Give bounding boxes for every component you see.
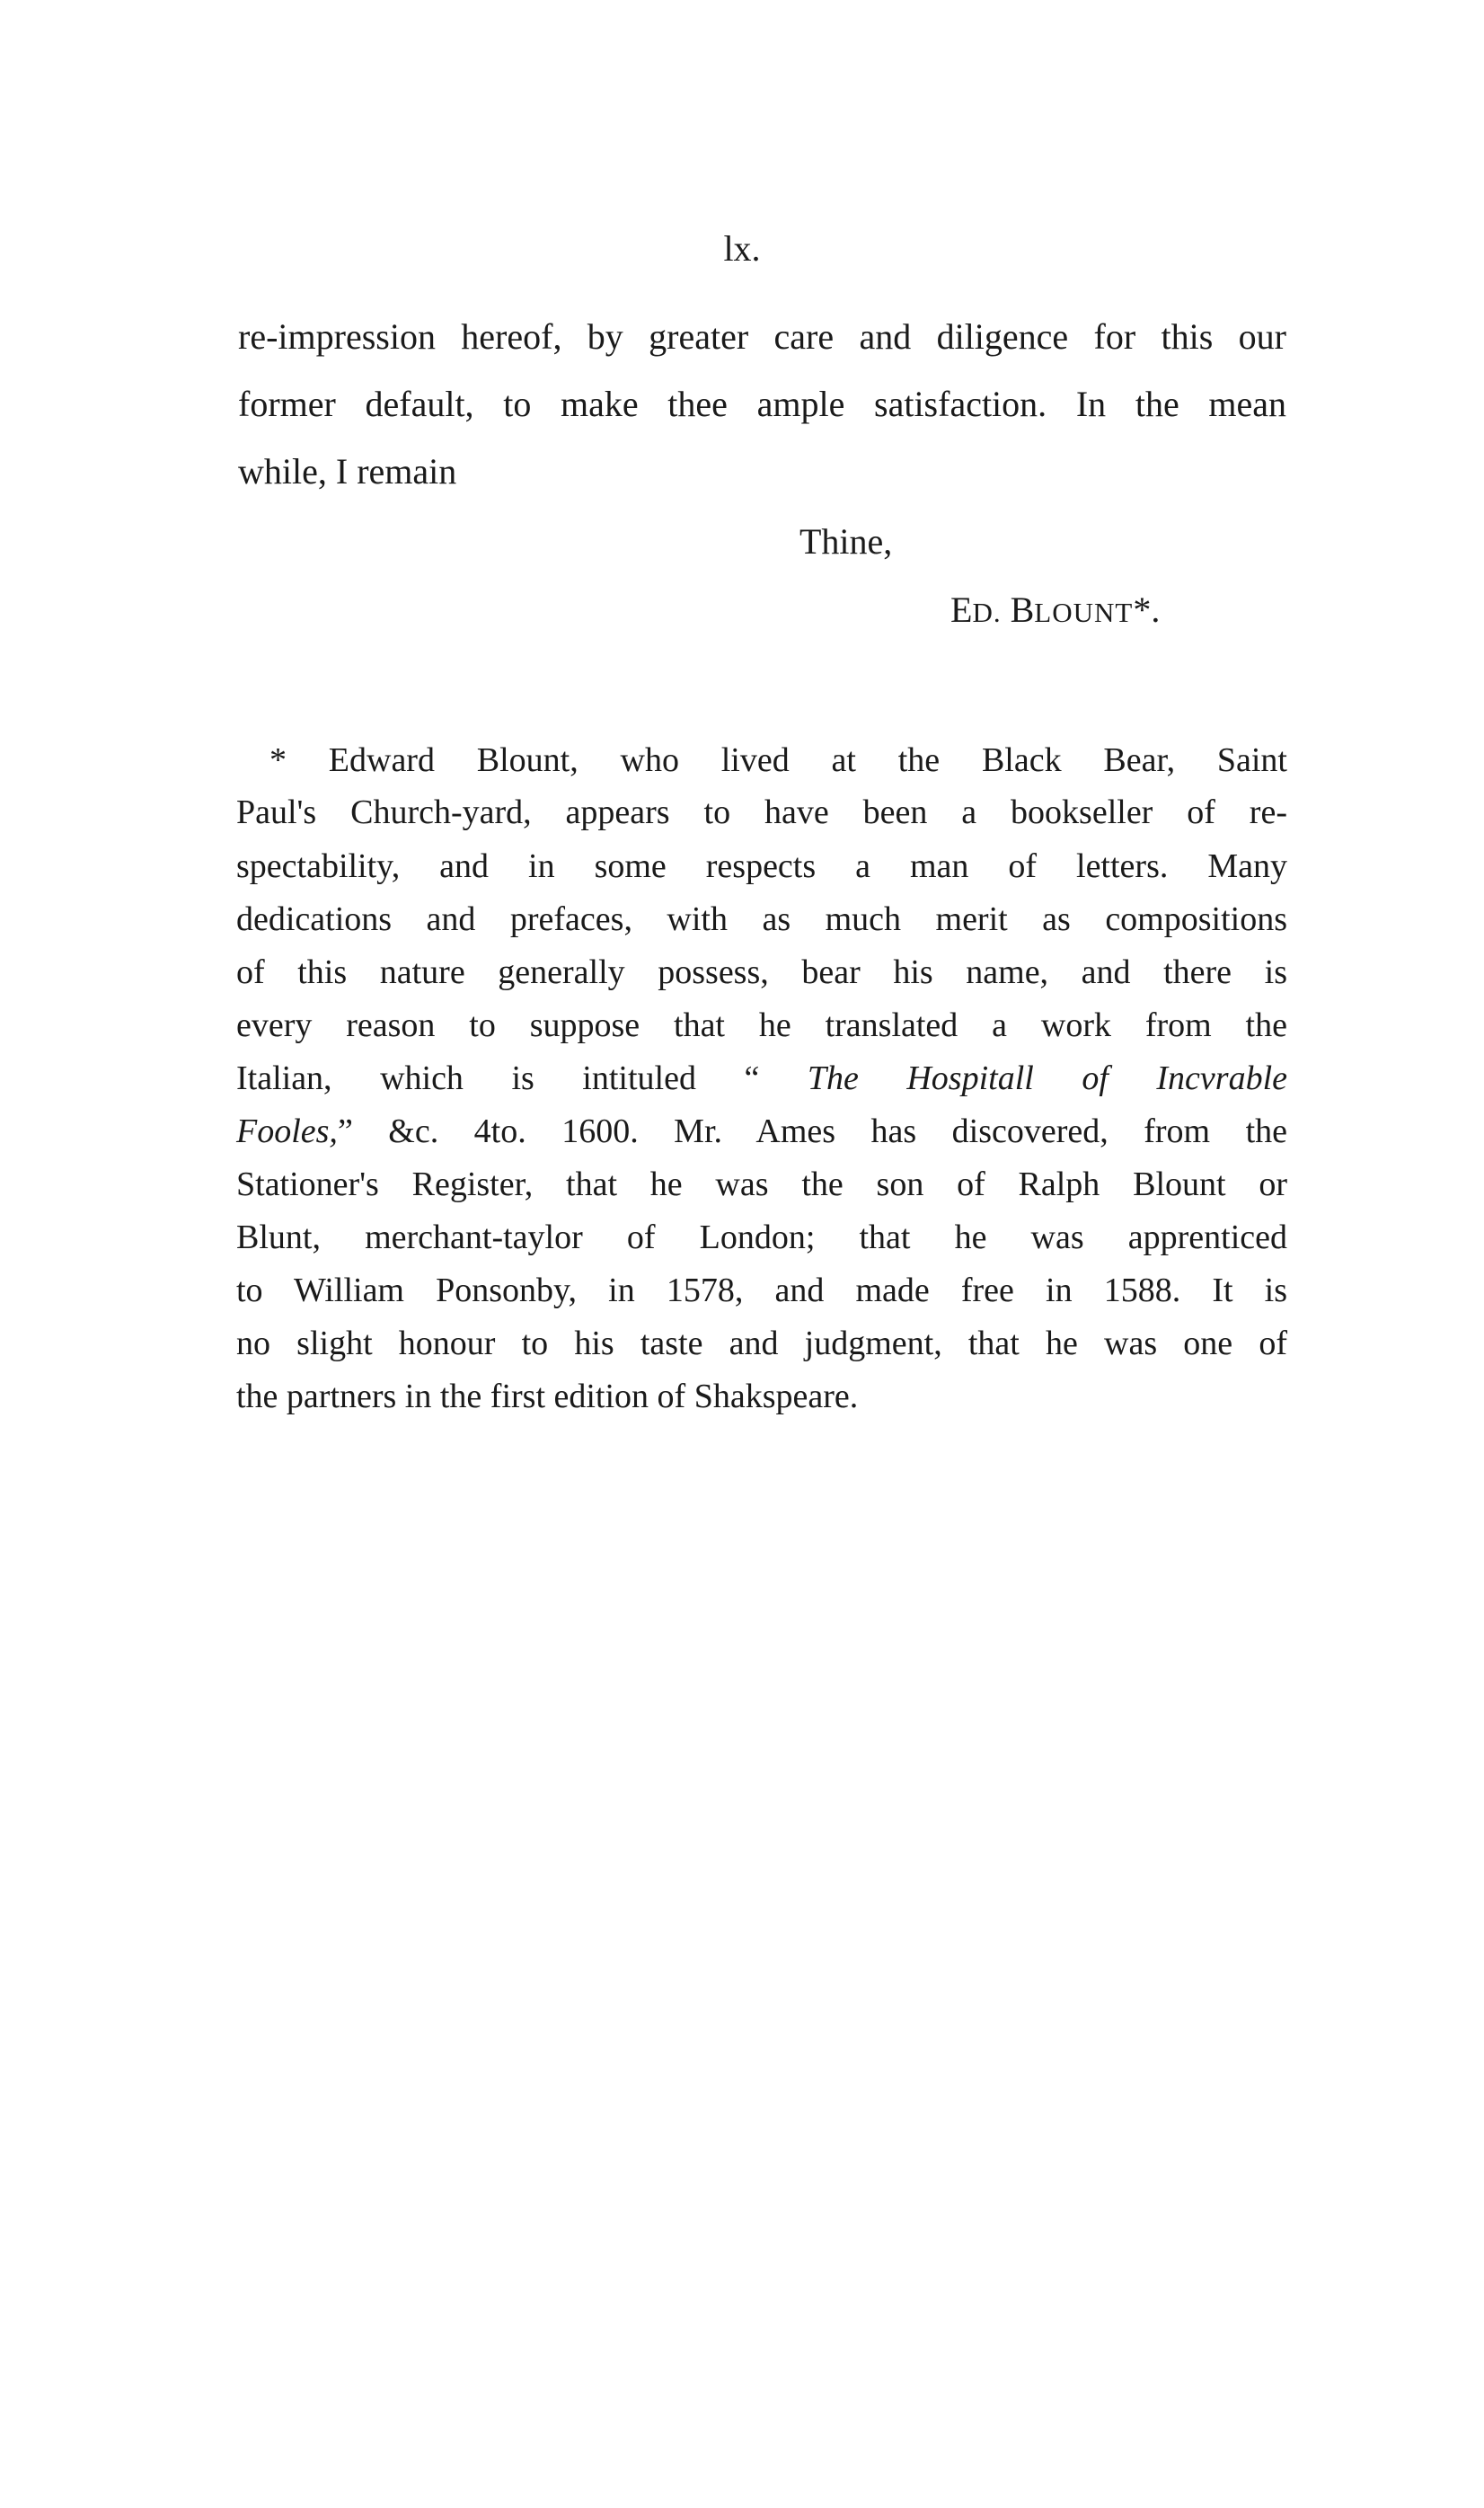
signature-small-2: LOUNT: [1034, 597, 1134, 628]
footnote-line-3: spectability, and in some respects a man of letters. Many: [236, 847, 1287, 885]
page-number: lx.: [723, 228, 761, 269]
signature-initial-2: B: [1010, 589, 1035, 630]
valediction: Thine,: [799, 521, 893, 562]
footnote-line-13: the partners in the first edition of Shakspeare.: [236, 1378, 859, 1415]
footnote-line-5: of this nature generally possess, bear his name, and there is: [236, 953, 1287, 991]
main-text-line-1: re-impression hereof, by greater care and diligence for this our: [238, 316, 1286, 357]
book-title-part-1: The Hospitall of Incvrable: [807, 1059, 1287, 1097]
footnote-line-11: to William Ponsonby, in 1578, and made free in 1588. It is: [236, 1272, 1287, 1309]
main-text-line-3: while, I remain: [238, 451, 457, 492]
footnote-mark: *.: [1133, 589, 1161, 630]
footnote-line-7-text: Italian, which is intituled “: [236, 1059, 808, 1097]
footnote-line-2: Paul's Church-yard, appears to have been a bookseller of re-: [236, 793, 1287, 831]
footnote-line-4: dedications and prefaces, with as much merit as compositions: [236, 900, 1287, 938]
signature-initial: E: [950, 589, 973, 630]
footnote-line-1: * Edward Blount, who lived at the Black Bear, Saint: [269, 741, 1287, 779]
footnote-line-10: Blunt, merchant-taylor of London; that he was apprenticed: [236, 1219, 1287, 1256]
footnote-line-7: [236, 1058, 1287, 1099]
footnote-line-9: Stationer's Register, that he was the son of Ralph Blount or: [236, 1165, 1287, 1203]
signature: [950, 588, 1160, 635]
footnote-line-12: no slight honour to his taste and judgment, that he was one of: [236, 1325, 1287, 1362]
main-text-line-2: former default, to make thee ample satisfaction. In the mean: [238, 384, 1286, 424]
footnote-line-8: [236, 1111, 1287, 1152]
footnote-line-6: every reason to suppose that he translated a work from the: [236, 1006, 1287, 1044]
signature-small-1: D.: [972, 597, 1002, 628]
book-title-part-2: Fooles,: [236, 1112, 338, 1150]
footnote-line-8-text: ” &c. 4to. 1600. Mr. Ames has discovered, from the: [337, 1112, 1287, 1150]
